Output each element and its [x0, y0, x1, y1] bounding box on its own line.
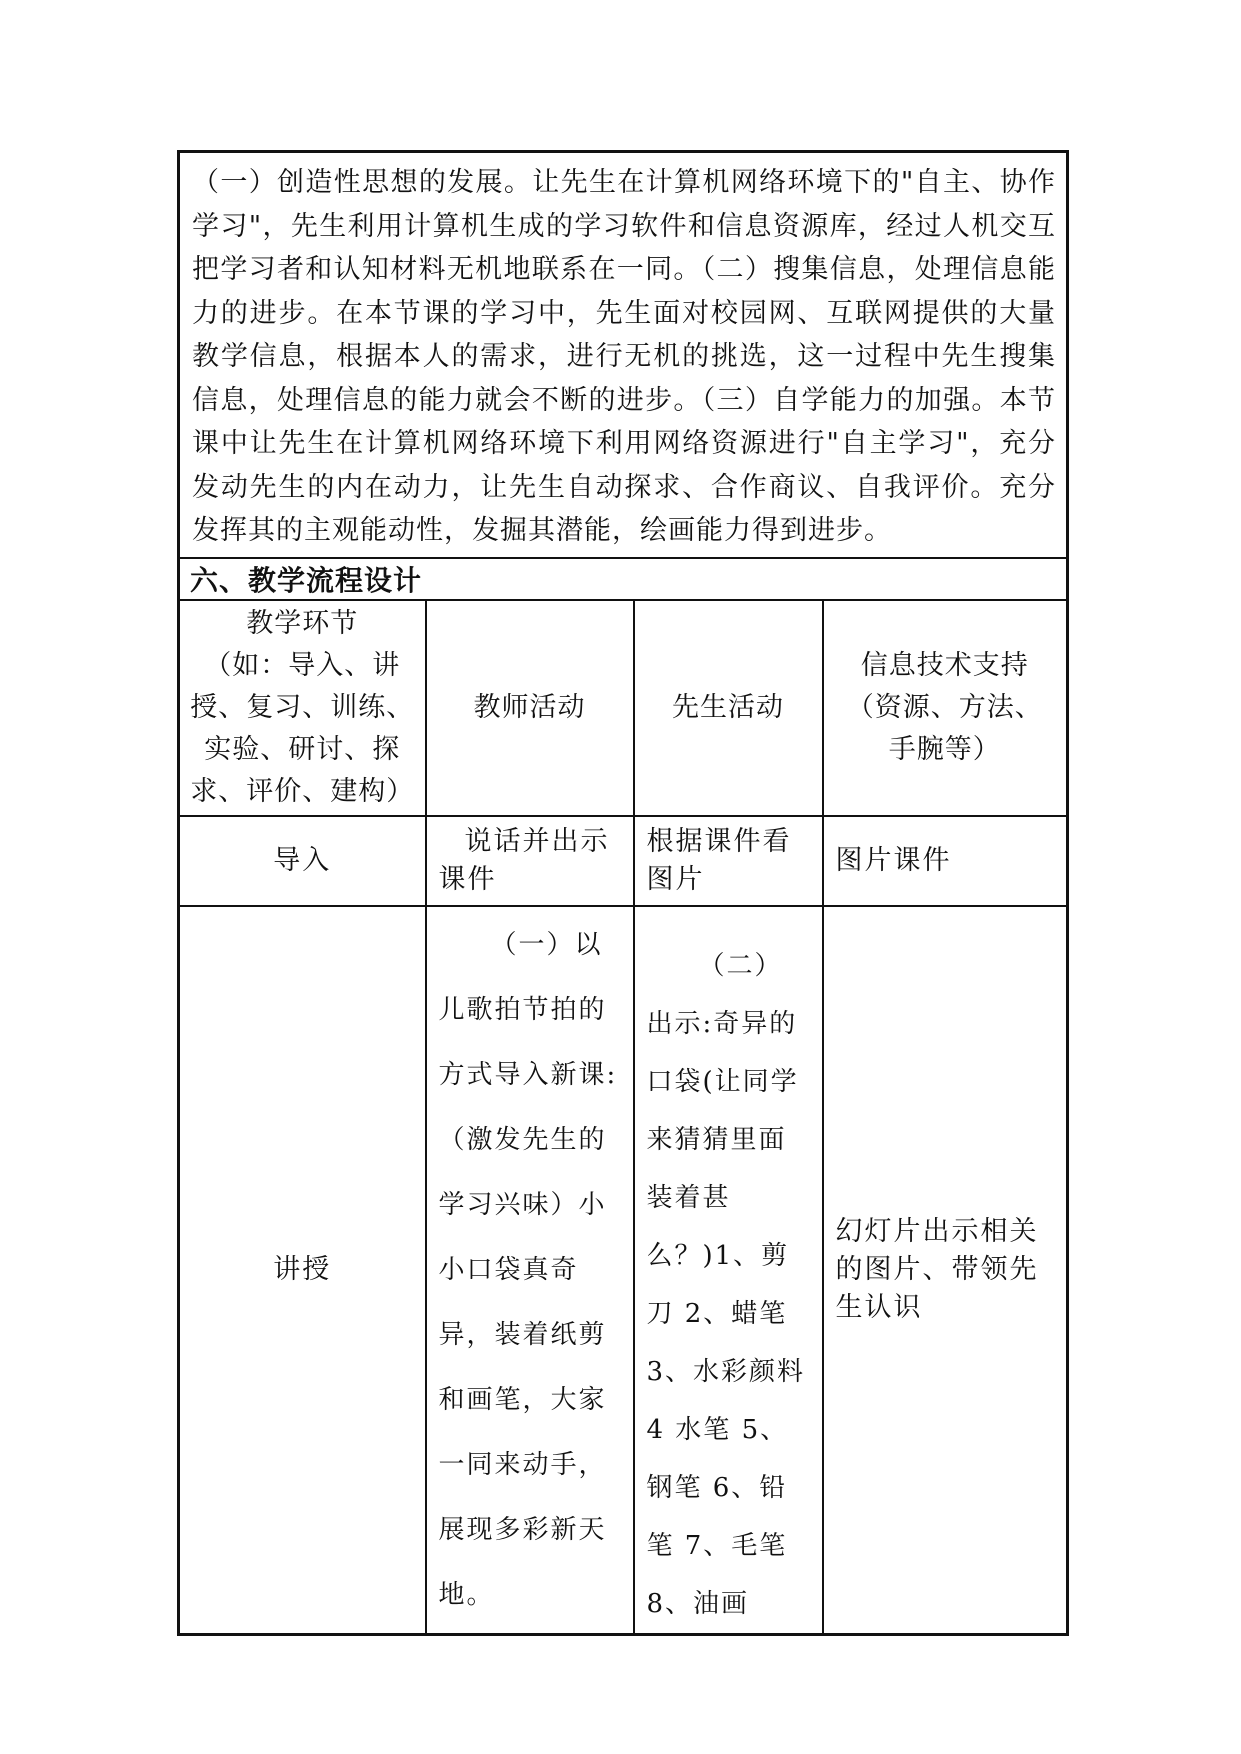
header-stage	[179, 600, 426, 816]
lesson-plan-table	[177, 150, 1069, 1636]
header-teacher: 教师活动	[426, 600, 634, 816]
intro-row	[179, 152, 1068, 558]
header-student: 先生活动	[634, 600, 823, 816]
section-title: 六、教学流程设计	[179, 558, 1068, 600]
row-2-teacher: （一）以儿歌拍节拍的方式导入新课:（激发先生的学习兴味）小小口袋真奇异，装着纸剪和画笔，大家一同来动手，展现多彩新天地。	[426, 906, 634, 1635]
row-1-stage: 导入	[179, 816, 426, 906]
document-page	[177, 150, 1066, 1636]
table-row	[179, 906, 1068, 1635]
row-1-student: 根据课件看图片	[634, 816, 823, 906]
row-2-tech: 幻灯片出示相关的图片、带领先生认识	[823, 906, 1068, 1635]
intro-paragraph: （一）创造性思想的发展。让先生在计算机网络环境下的"自主、协作学习"，先生利用计算机生成的学习软件和信息资源库，经过人机交互把学习者和认知材料无机地联系在一同。（二）搜集信息，处理信息能力的进步。在本节课的学习中，先生面对校园网、互联网提供的大量教学信息，根据本人的需求，进行无机的挑选，这一过程中先生搜集信息，处理信息的能力就会不断的进步。（三）自学能力的加强。本节课中让先生在计算机网络环境下利用网络资源进行"自主学习"，充分发动先生的内在动力，让先生自动探求、合作商议、自我评价。充分发挥其的主观能动性，发掘其潜能，绘画能力得到进步。	[179, 152, 1068, 558]
header-stage-text: 教学环节 （如：导入、讲授、复习、训练、实验、研讨、探求、评价、建构）	[190, 607, 415, 807]
row-2-student: （二）出示:奇异的口袋(让同学来猜猜里面装着甚么？)1、剪刀 2、蜡笔 3、水彩颜料 4 水笔 5、钢笔 6、铅笔 7、毛笔 8、油画	[634, 906, 823, 1635]
table-header-row	[179, 600, 1068, 816]
row-1-teacher: 说话并出示课件	[426, 816, 634, 906]
row-1-tech: 图片课件	[823, 816, 1068, 906]
table-row	[179, 816, 1068, 906]
header-tech: 信息技术支持（资源、方法、手腕等）	[823, 600, 1068, 816]
row-2-stage: 讲授	[179, 906, 426, 1635]
section-title-row	[179, 558, 1068, 600]
